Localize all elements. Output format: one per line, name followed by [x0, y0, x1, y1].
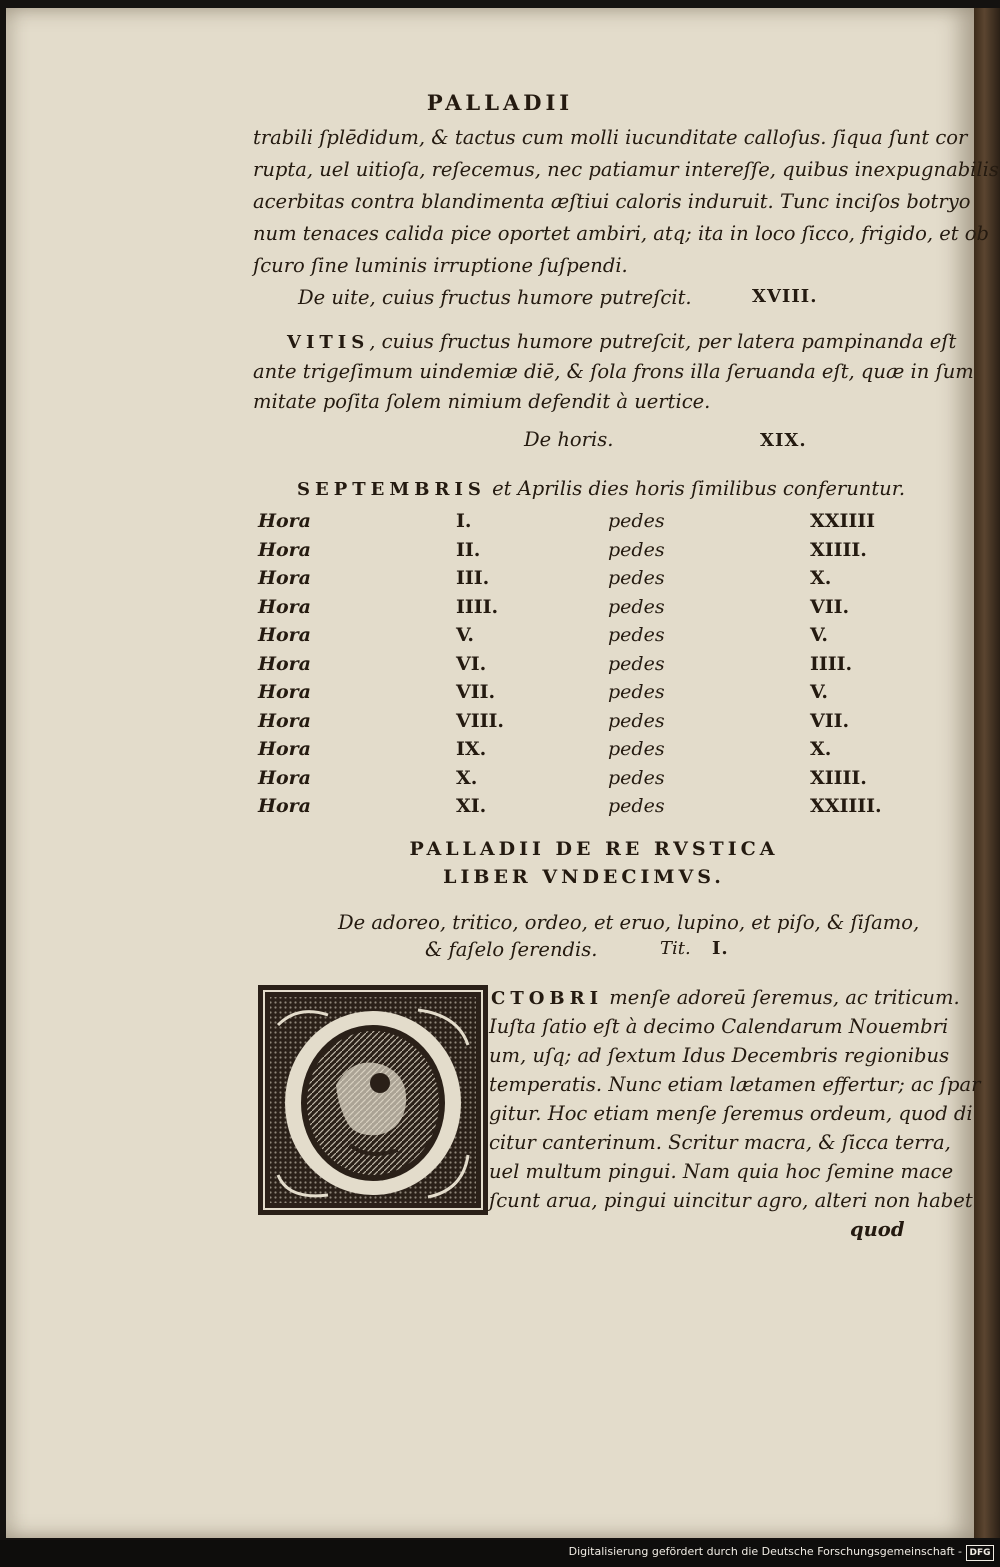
shadow-length: V. [810, 624, 829, 646]
dfg-logo: DFG [966, 1545, 994, 1561]
hour-label: Hora [258, 681, 311, 703]
table-row [258, 510, 898, 538]
digitization-credit: Digitalisierung gefördert durch die Deutsche Forschungsgemeinschaft - [568, 1545, 962, 1558]
shadow-length: VII. [810, 596, 850, 618]
body-line: um, uſq; ad ſextum Idus Decembris regionibus [489, 1044, 950, 1067]
section-intro [297, 477, 905, 500]
hour-label: Hora [258, 767, 311, 789]
unit: pedes [608, 738, 665, 760]
intro-line: num tenaces calida pice oportet ambiri, atq; ita in loco ſicco, frigido, et ob [253, 222, 990, 245]
hour-number: VII. [456, 681, 496, 703]
shadow-length: XXIIII [810, 510, 876, 532]
unit: pedes [608, 653, 665, 675]
intro-line: rupta, uel uitioſa, reſecemus, nec patiamur intereſſe, quibus inexpugnabilis [253, 158, 999, 181]
section-number: XVIII. [752, 286, 818, 307]
shadow-length: XXIIII. [810, 795, 882, 817]
unit: pedes [608, 539, 665, 561]
table-row [258, 738, 898, 766]
shadow-length: XIIII. [810, 767, 867, 789]
hour-label: Hora [258, 624, 311, 646]
hour-label: Hora [258, 738, 311, 760]
table-row [258, 567, 898, 595]
hour-number: XI. [456, 795, 487, 817]
unit: pedes [608, 596, 665, 618]
book-subtitle: LIBER VNDECIMVS. [443, 866, 725, 888]
body-line: gitur. Hoc etiam menſe ſeremus ordeum, quod di [489, 1102, 973, 1125]
hour-label: Hora [258, 653, 311, 675]
unit: pedes [608, 624, 665, 646]
shadow-length: X. [810, 567, 832, 589]
lead-word: VITIS [287, 332, 370, 353]
table-row [258, 596, 898, 624]
hour-number: VI. [456, 653, 487, 675]
shadow-length: XIIII. [810, 539, 867, 561]
catchword: quod [850, 1218, 905, 1241]
hour-label: Hora [258, 510, 311, 532]
hour-number: IIII. [456, 596, 499, 618]
woodcut-initial-icon [258, 985, 488, 1215]
unit: pedes [608, 510, 665, 532]
section-number: I. [712, 938, 729, 959]
unit: pedes [608, 767, 665, 789]
table-row [258, 681, 898, 709]
lead-word: CTOBRI [491, 988, 603, 1009]
section-text: et Aprilis dies horis ſimilibus conferuntur. [492, 477, 906, 500]
hour-number: II. [456, 539, 481, 561]
hour-number: I. [456, 510, 472, 532]
body-line: Iuſta ſatio eſt à decimo Calendarum Nouembri [489, 1015, 949, 1038]
body-line: uel multum pingui. Nam quia hoc ſemine mace [489, 1160, 954, 1183]
intro-line: ſcuro ſine luminis irruptione ſuſpendi. [253, 254, 628, 277]
shadow-length: V. [810, 681, 829, 703]
body-first-line [491, 986, 960, 1009]
section-number: XIX. [760, 430, 807, 451]
section-text-line: ante trigeſimum uindemiæ diē, & ſola frons illa ſeruanda eſt, quæ in ſum [253, 360, 974, 383]
unit: pedes [608, 795, 665, 817]
running-head: PALLADII [426, 90, 574, 115]
table-row [258, 653, 898, 681]
hour-label: Hora [258, 567, 311, 589]
unit: pedes [608, 681, 665, 703]
hour-number: III. [456, 567, 490, 589]
hour-number: VIII. [456, 710, 505, 732]
hour-label: Hora [258, 596, 311, 618]
body-line: citur canterinum. Scritur macra, & ſicca terra, [489, 1131, 951, 1154]
unit: pedes [608, 567, 665, 589]
hour-label: Hora [258, 795, 311, 817]
table-row [258, 767, 898, 795]
section-text: , cuius fructus humore putreſcit, per latera pampinanda eſt [369, 330, 957, 353]
intro-line: trabili ſplēdidum, & tactus cum molli iucunditate calloſus. ſiqua ſunt cor [253, 126, 968, 149]
hour-label: Hora [258, 710, 311, 732]
decorated-initial-o [258, 985, 488, 1215]
body-text: menſe adoreū ſeremus, ac triticum. [609, 986, 960, 1009]
section-text-line [287, 330, 956, 353]
section-heading: De adoreo, tritico, ordeo, et eruo, lupino, et piſo, & ſiſamo, [338, 911, 920, 934]
unit: pedes [608, 710, 665, 732]
section-text-line: mitate poſita ſolem nimium defendit à uertice. [253, 390, 711, 413]
lead-word: SEPTEMBRIS [297, 479, 486, 500]
title-label: Tit. [660, 938, 691, 959]
shadow-length: IIII. [810, 653, 853, 675]
table-row [258, 539, 898, 567]
intro-line: acerbitas contra blandimenta æſtiui caloris induruit. Tunc inciſos botryo [253, 190, 971, 213]
table-row [258, 624, 898, 652]
shadow-length: X. [810, 738, 832, 760]
hour-number: V. [456, 624, 475, 646]
table-row [258, 710, 898, 738]
table-row [258, 795, 898, 823]
shadow-length: VII. [810, 710, 850, 732]
section-heading: De horis. [524, 428, 614, 451]
section-heading-continued: & faſelo ſerendis. [425, 938, 598, 961]
book-title: PALLADII DE RE RVSTICA [409, 838, 779, 860]
body-line: temperatis. Nunc etiam lætamen effertur; ac ſpar [489, 1073, 981, 1096]
section-heading: De uite, cuius fructus humore putreſcit. [298, 286, 692, 309]
hour-number: X. [456, 767, 478, 789]
hour-label: Hora [258, 539, 311, 561]
hour-number: IX. [456, 738, 487, 760]
body-line: ſcunt arua, pingui uincitur agro, alteri non habet [489, 1189, 973, 1212]
